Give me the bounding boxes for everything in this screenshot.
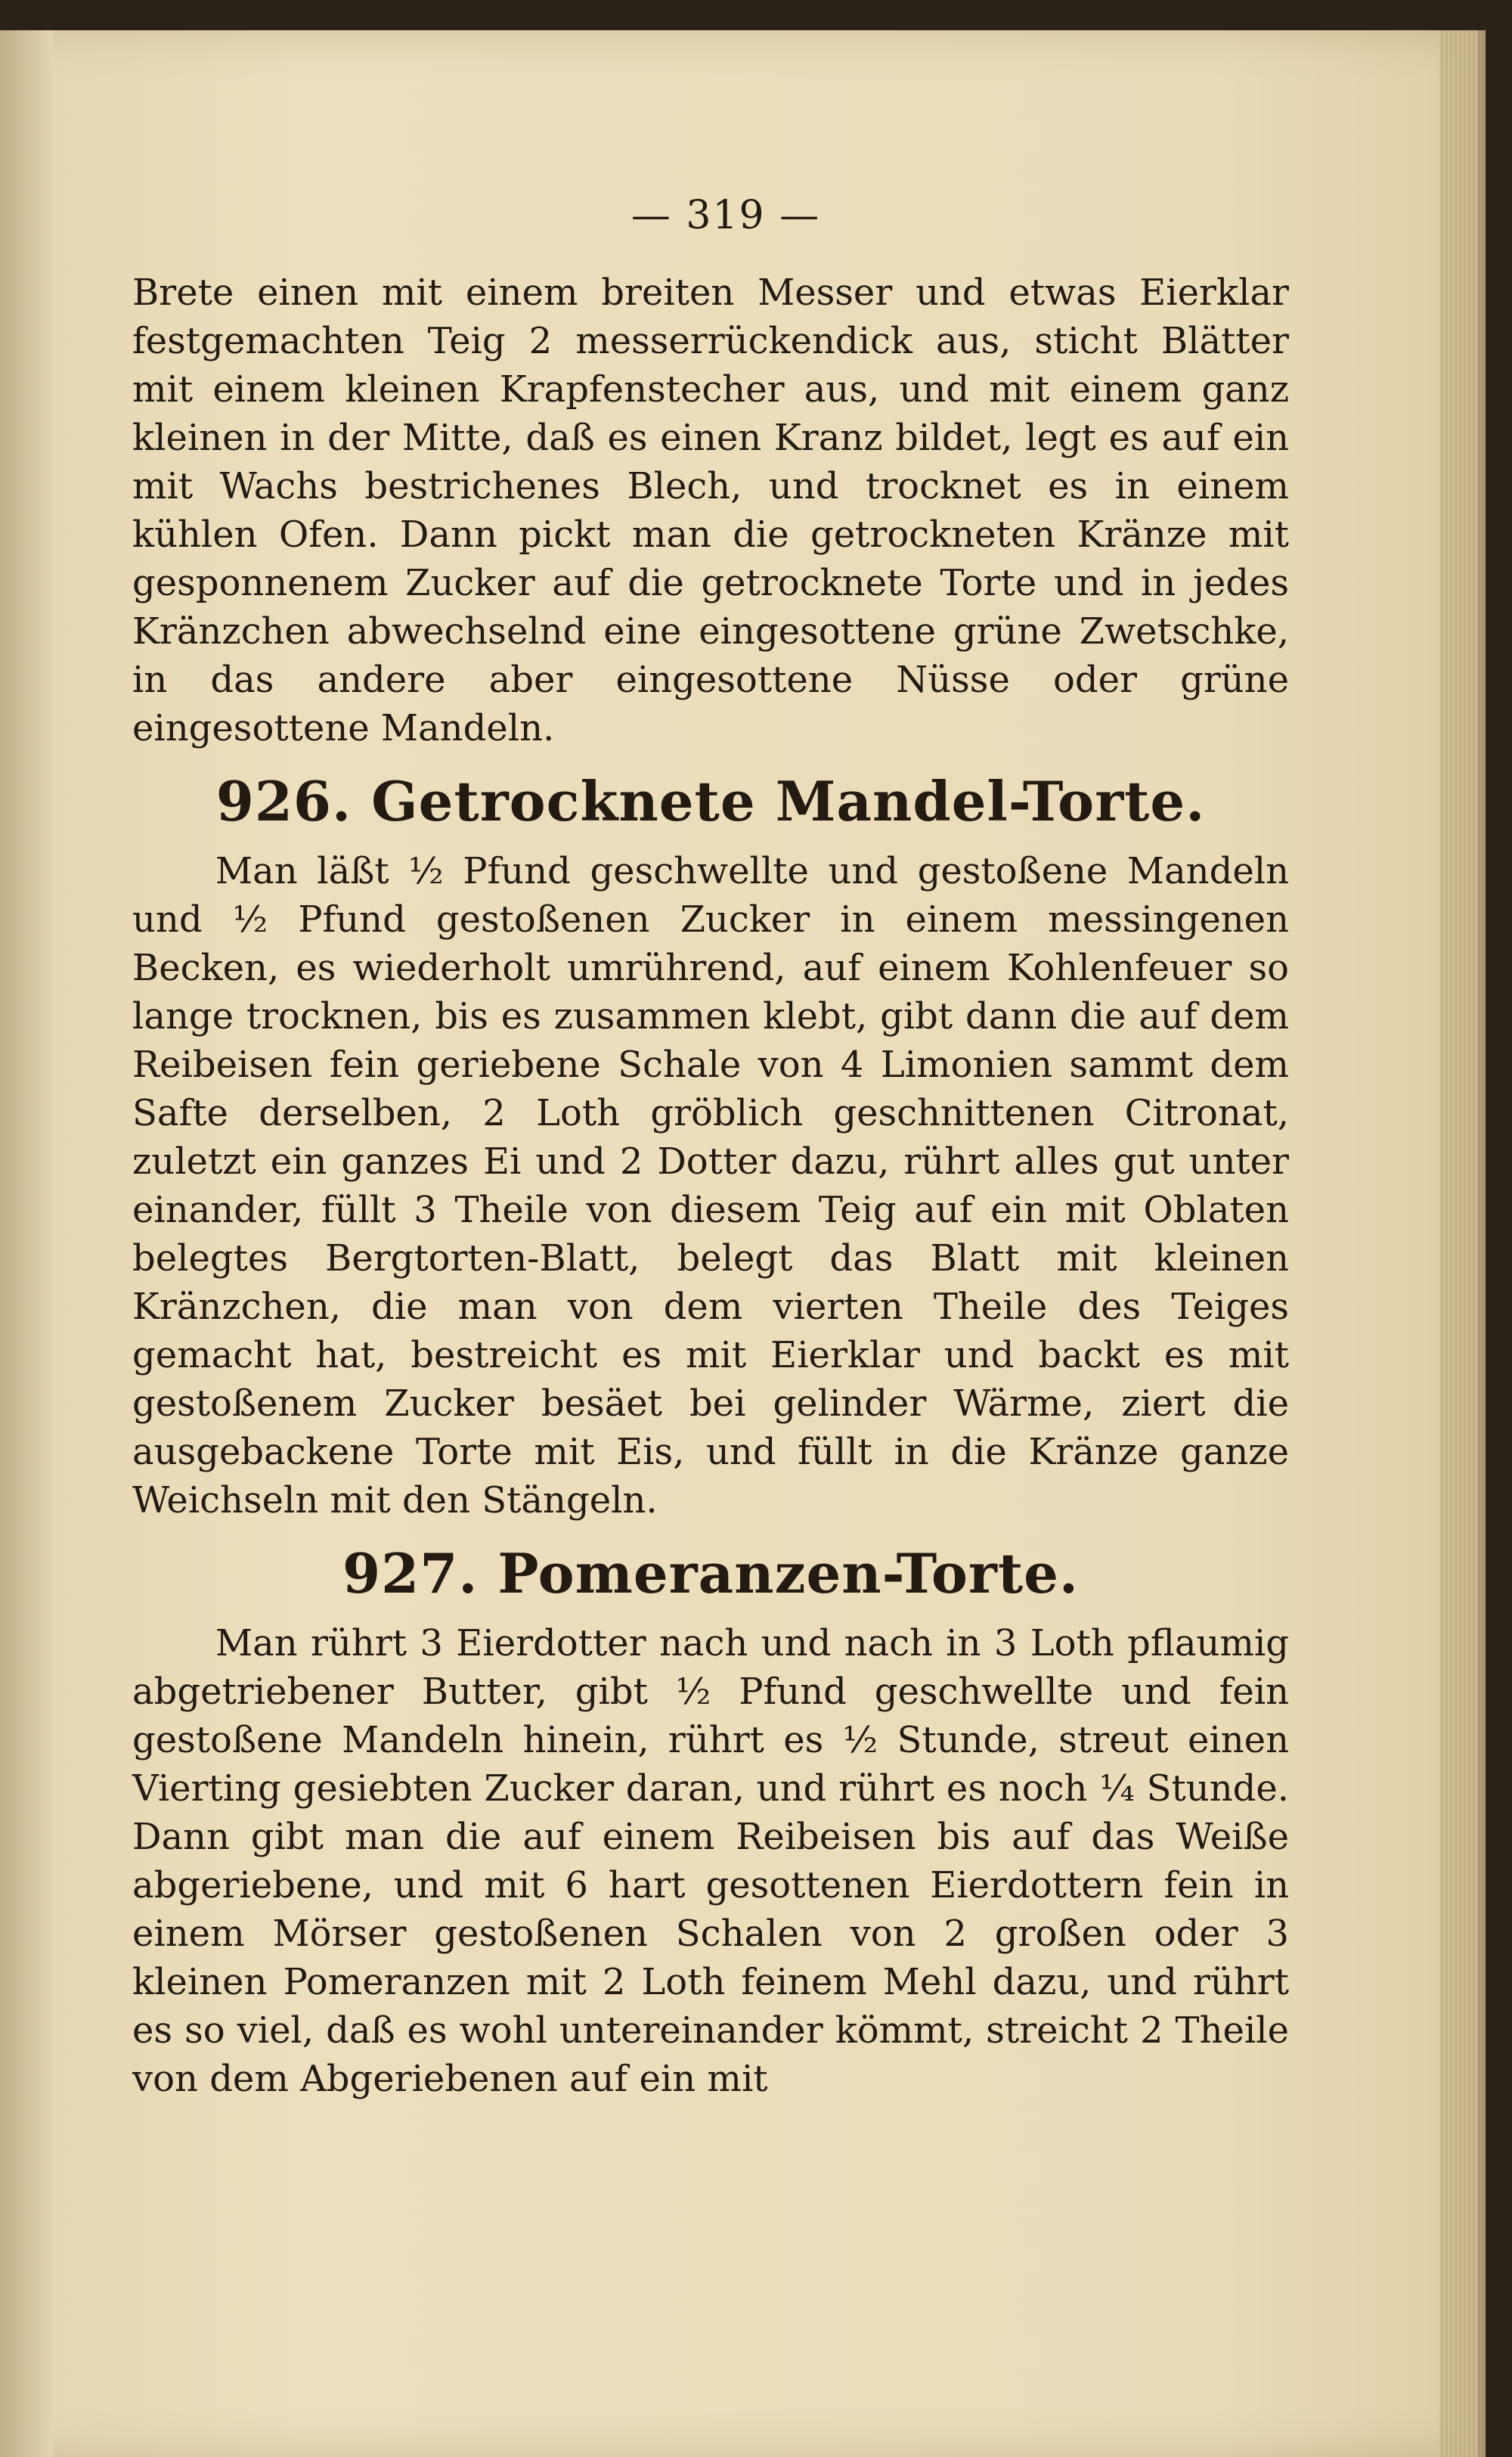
recipe-927-text: Man rührt 3 Eierdotter nach und nach in 3 Loth pflaumig abgetriebener Butter, gibt ½ Pfund geschwellte und fein gestoßene Mandeln hinein, rührt es ½ Stunde, streut einen Vierting gesiebten Zucker daran, und rührt es noch ¼ Stunde. Dann gibt man die auf einem Reibeisen bis auf das Weiße abgeriebene, und mit 6 hart gesottenen Eierdottern fein in einem Mörser gestoßenen Schalen von 2 großen oder 3 kleinen Pomeranzen mit 2 Loth feinem Mehl dazu, und rührt es so viel, daß es wohl untereinander kömmt, streicht 2 Theile von dem Abgeriebenen auf ein mit — [132, 1622, 1289, 2100]
page-content — [132, 193, 1289, 2103]
intro-paragraph: Brete einen mit einem breiten Messer und etwas Eierklar festgemachten Teig 2 messerrückendick aus, sticht Blätter mit einem kleinen Krapfenstecher aus, und mit einem ganz kleinen in der Mitte, daß es einen Kranz bildet, legt es auf ein mit Wachs bestrichenes Blech, und trocknet es in einem kühlen Ofen. Dann pickt man die getrockneten Kränze mit gesponnenem Zucker auf die getrocknete Torte und in jedes Kränzchen abwechselnd eine eingesottene grüne Zwetschke, in das andere aber eingesottene Nüsse oder grüne eingesottene Mandeln. — [132, 271, 1289, 749]
recipe-926-text: Man läßt ½ Pfund geschwellte und gestoßene Mandeln und ½ Pfund gestoßenen Zucker in einem messingenen Becken, es wiederholt umrührend, auf einem Kohlenfeuer so lange trocknen, bis es zusammen klebt, gibt dann die auf dem Reibeisen fein geriebene Schale von 4 Limonien sammt dem Safte derselben, 2 Loth gröblich geschnittenen Citronat, zuletzt ein ganzes Ei und 2 Dotter dazu, rührt alles gut unter einander, füllt 3 Theile von diesem Teig auf ein mit Oblaten belegtes Bergtorten-Blatt, belegt das Blatt mit kleinen Kränzchen, die man von dem vierten Theile des Teiges gemacht hat, bestreicht es mit Eierklar und backt es mit gestoßenem Zucker besäet bei gelinder Wärme, ziert die ausgebackene Torte mit Eis, und füllt in die Kränze ganze Weichseln mit den Stängeln. — [132, 850, 1289, 1522]
page-number: — 319 — — [631, 193, 821, 238]
recipe-927-heading: 927. Pomeranzen-Torte. — [342, 1541, 1079, 1605]
recipe-926-heading: 926. Getrocknete Mandel-Torte. — [215, 769, 1206, 833]
page-gutter — [0, 30, 53, 2457]
page-edge — [1440, 30, 1486, 2457]
